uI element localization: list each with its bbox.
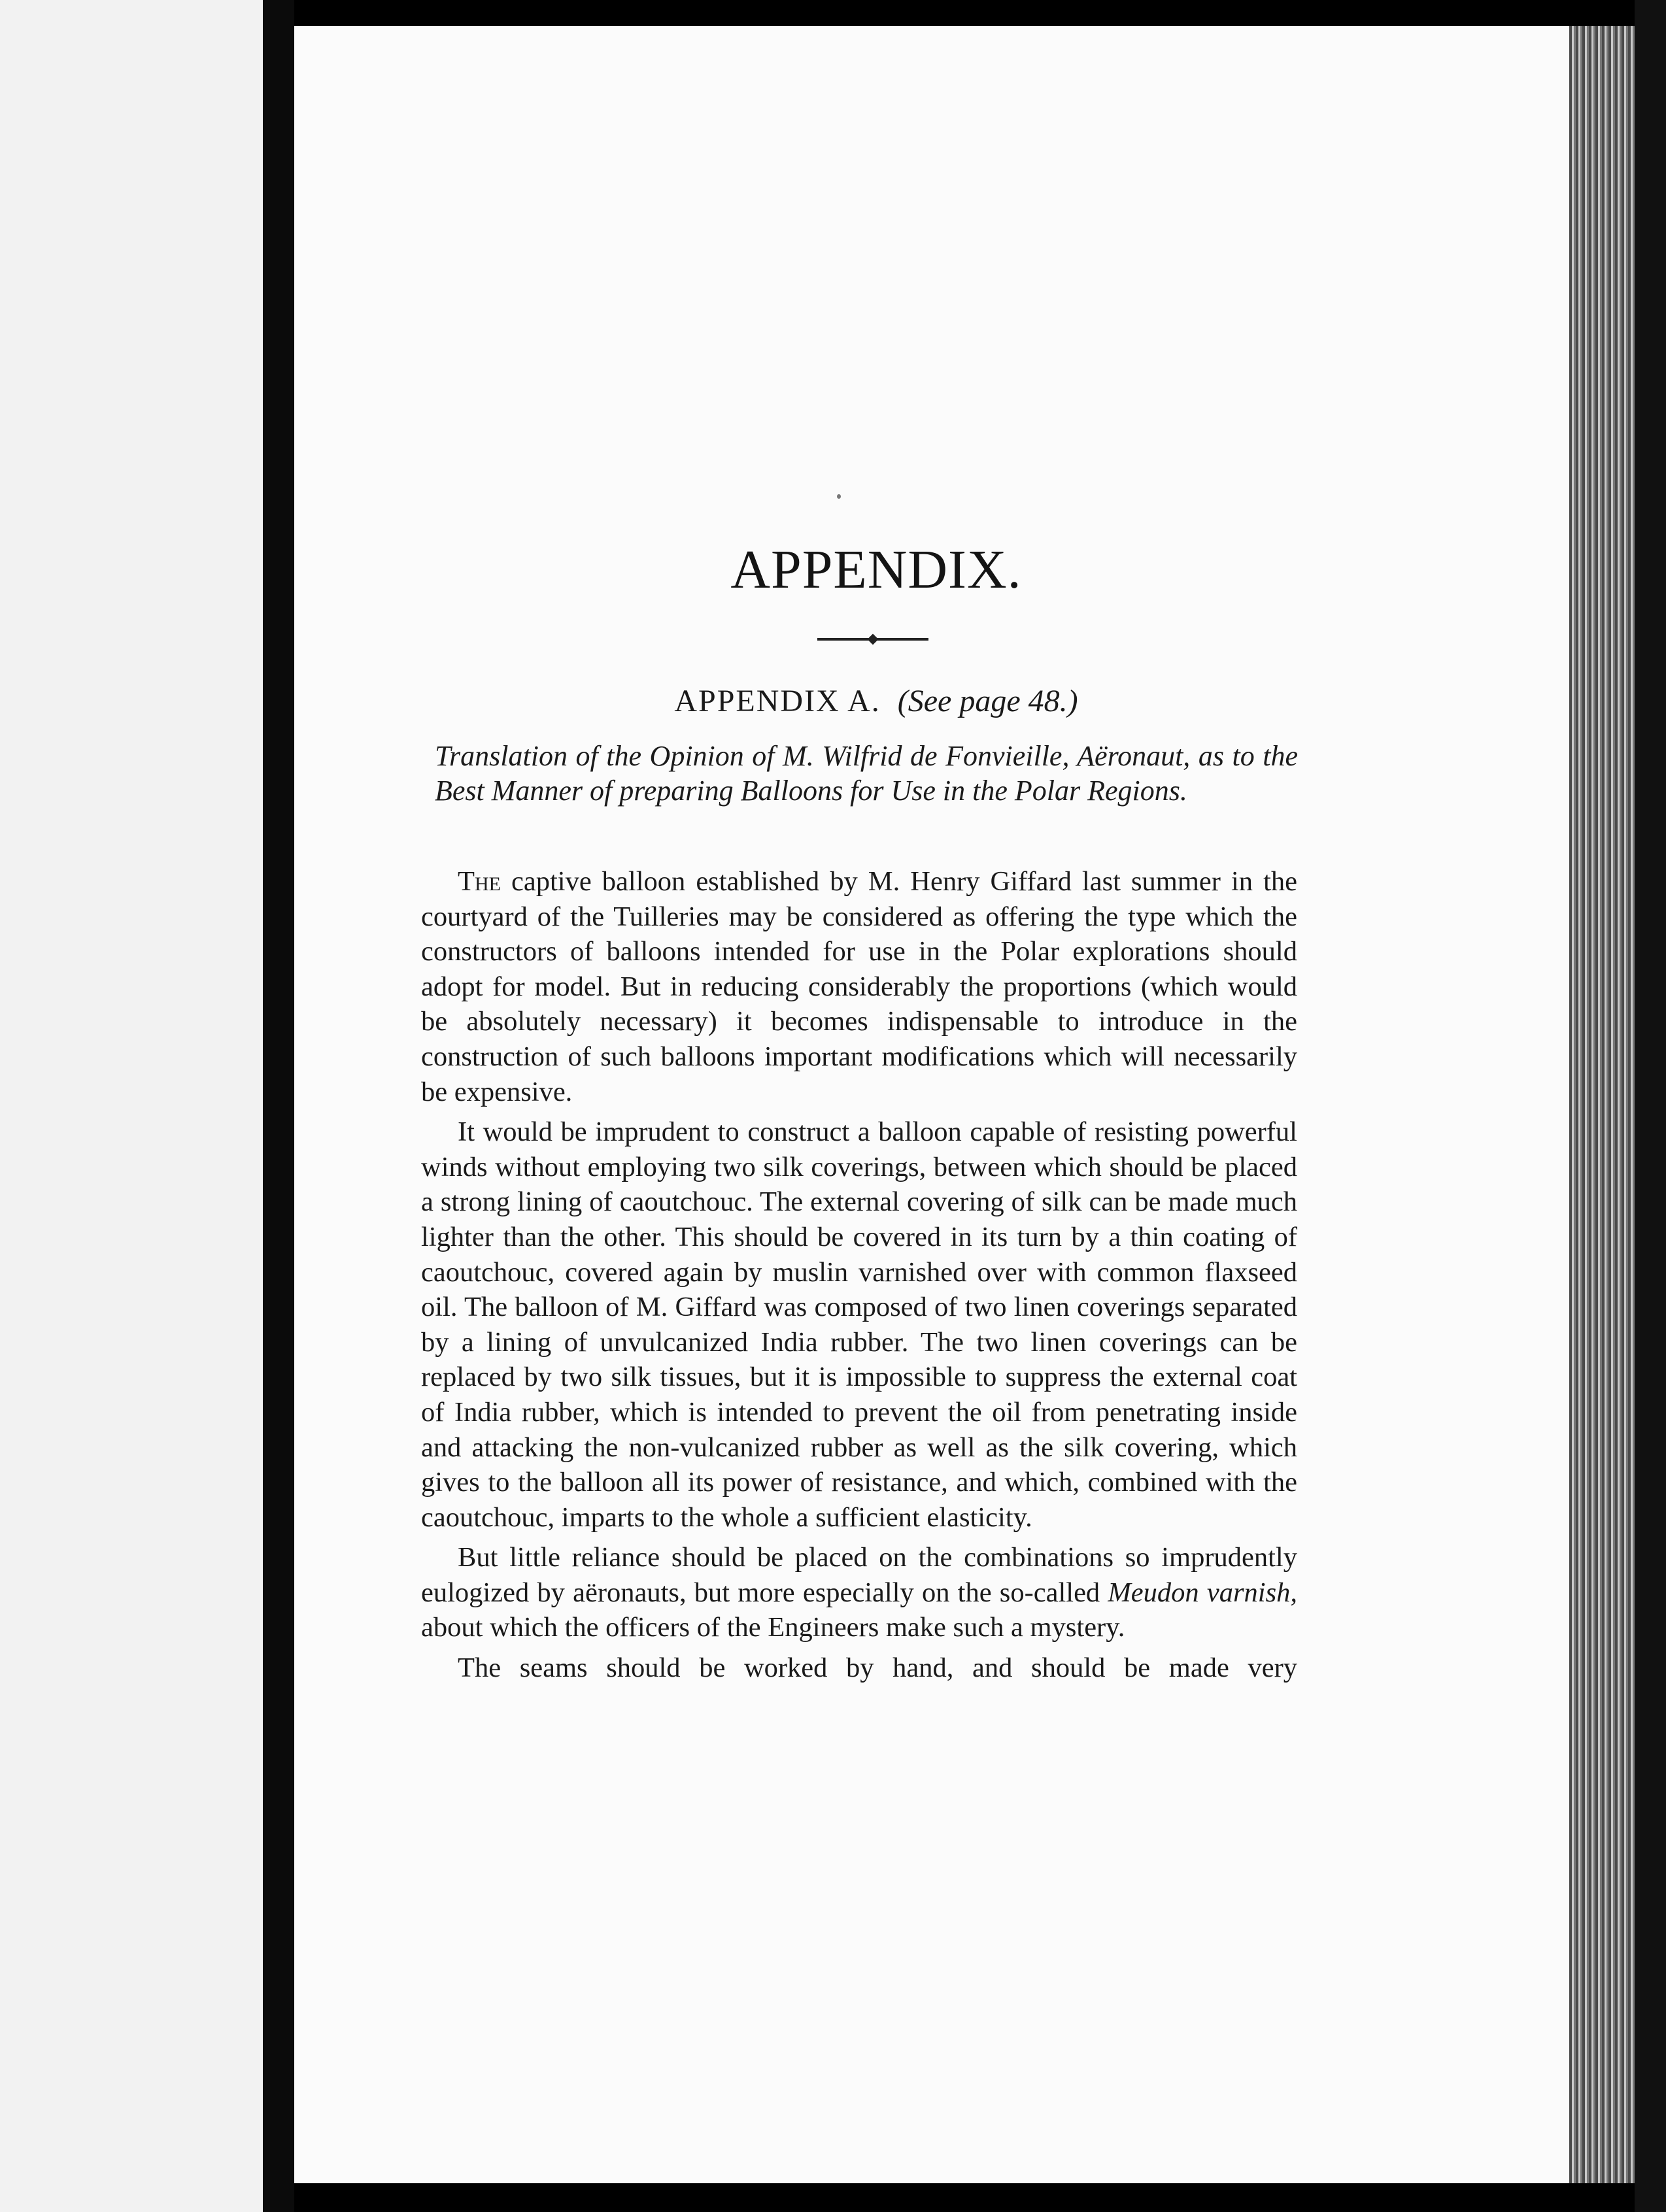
book-gutter <box>263 0 294 2212</box>
paragraph-3 <box>421 1540 1297 1645</box>
paragraph-3-italic: Meudon varnish, <box>1108 1577 1297 1608</box>
paragraph-1-body: captive balloon established by M. Henry Giffard last summer in the courtyard of the Tuilleries may be considered as offering the type which the constructors of balloons intended for use in the Polar explorations should adopt for model. But in reducing considerably the proportions (which would be absolutely necessary) it becomes indispensable to introduce in the construction of such balloons important modifications which will necessarily be expensive. <box>421 866 1297 1107</box>
paragraph-1-lead: The <box>458 866 501 897</box>
body-text <box>421 864 1297 1686</box>
paragraph-3-end: about which the officers of the Engineers make such a mystery. <box>421 1612 1125 1643</box>
page-edges <box>1569 26 1635 2183</box>
paragraph-4: The seams should be worked by hand, and should be made very <box>458 1652 1297 1684</box>
subtitle-text: Translation of the Opinion of M. Wilfrid de Fonvieille, Aëronaut, as to the Best Manner of preparing Balloons for Use in the Polar Regions. <box>435 740 1298 807</box>
facing-page <box>0 0 263 2212</box>
paragraph-2: It would be imprudent to construct a balloon capable of resisting powerful winds without employing two silk coverings, between which should be placed a strong lining of caoutchouc. The external covering of silk can be made much lighter than the other. This should be covered in its turn by a thin coating of caoutchouc, covered again by muslin varnished over with common flaxseed oil. The balloon of M. Giffard was composed of two linen coverings separated by a lining of unvulcanized India rubber. The two linen coverings can be replaced by two silk tissues, but it is impossible to suppress the external coat of India rubber, which is intended to prevent the oil from penetrating inside and attacking the non-vulcanized rubber as well as the silk covering, which gives to the balloon all its power of resistance, and which, combined with the caoutchouc, imparts to the whole a sufficient elasticity. <box>421 1116 1297 1533</box>
ink-speck <box>837 494 841 499</box>
page-reference: (See page 48.) <box>897 684 1078 718</box>
section-label: APPENDIX A. <box>674 684 881 718</box>
section-heading <box>418 682 1334 721</box>
paragraph-1 <box>421 864 1297 1109</box>
page-title: APPENDIX. <box>730 539 1022 600</box>
paragraph-3-start: But little reliance should be placed on the combinations so imprudently eulogized by aëronauts, but more especially on the so-called <box>421 1542 1297 1608</box>
section-subtitle <box>409 739 1298 808</box>
scan-border <box>1635 0 1666 2212</box>
